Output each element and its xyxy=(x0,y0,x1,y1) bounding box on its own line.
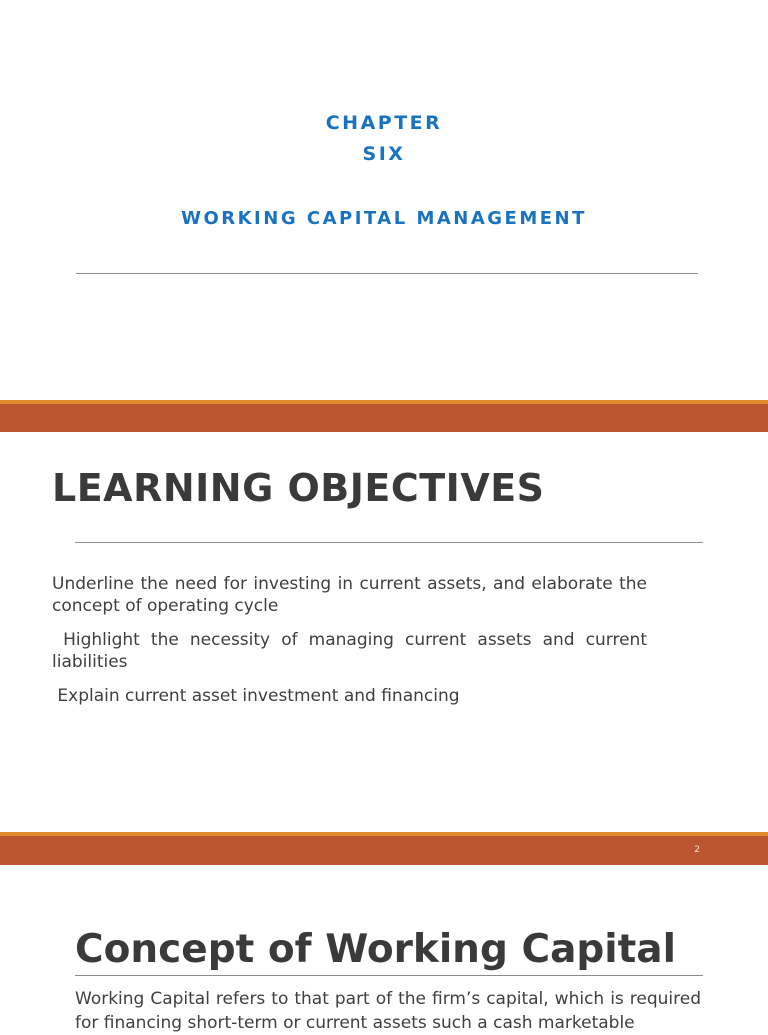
objective-item: Explain current asset investment and financing xyxy=(52,686,460,706)
chapter-number: SIX xyxy=(362,143,406,165)
objectives-heading: LEARNING OBJECTIVES xyxy=(52,466,545,510)
concept-heading: Concept of Working Capital xyxy=(75,927,676,972)
concept-slide xyxy=(0,865,768,1033)
chapter-label: CHAPTER xyxy=(325,112,443,134)
objectives-divider xyxy=(75,542,703,543)
title-divider xyxy=(76,273,698,274)
chapter-title: WORKING CAPITAL MANAGEMENT xyxy=(181,208,587,229)
objective-item: Underline the need for investing in current assets, and elaborate the concept of operating cycle xyxy=(52,574,647,616)
slide-footer-band xyxy=(0,832,768,865)
concept-divider xyxy=(75,975,703,976)
slide-footer-band xyxy=(0,400,768,432)
page-number: 2 xyxy=(694,845,700,855)
objectives-slide xyxy=(0,432,768,832)
objective-item: Highlight the necessity of managing current assets and current liabilities xyxy=(52,630,647,672)
title-slide xyxy=(0,0,768,400)
concept-body: Working Capital refers to that part of the firm’s capital, which is required for financing short-term or current assets such a cash marketable xyxy=(75,989,701,1033)
